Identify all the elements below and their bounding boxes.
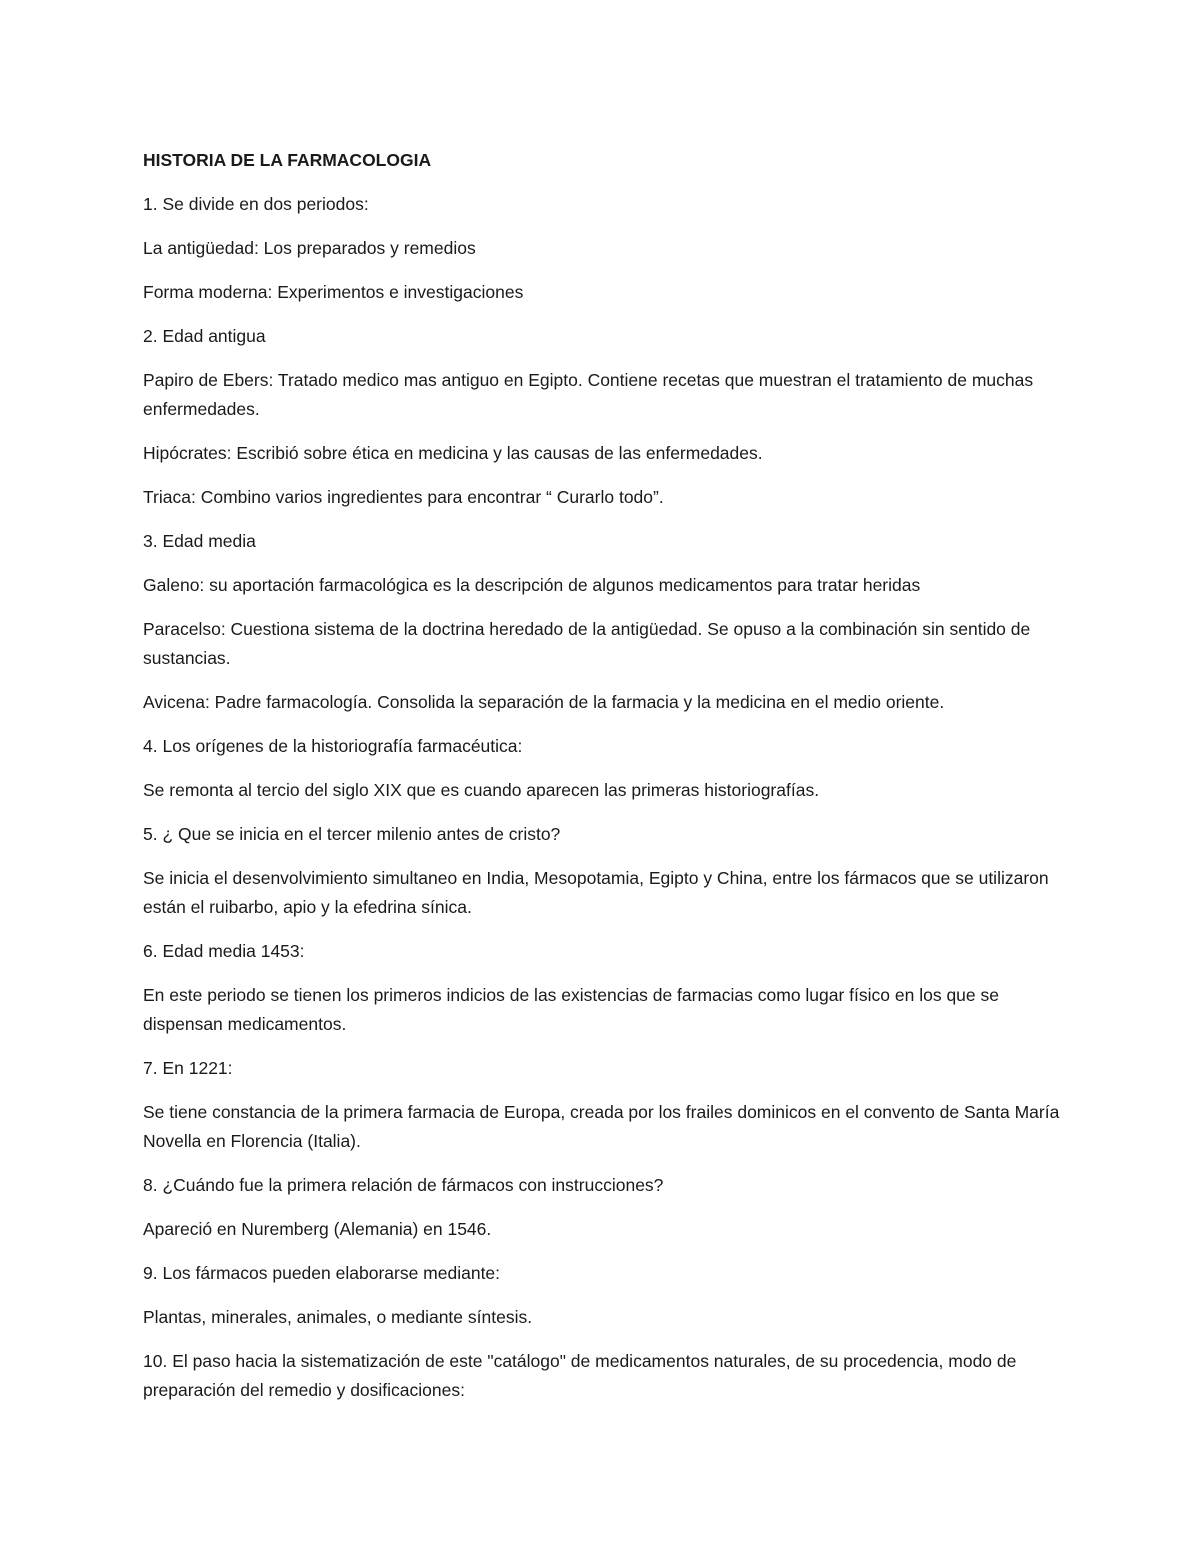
paragraph-4: 2. Edad antigua (143, 326, 266, 346)
paragraph-15: Se inicia el desenvolvimiento simultaneo en India, Mesopotamia, Egipto y China, entre los fármacos que se utilizaron están el ruibarbo, apio y la efedrina sínica. (143, 868, 1049, 917)
paragraph-10: Paracelso: Cuestiona sistema de la doctrina heredado de la antigüedad. Se opuso a la combinación sin sentido de sustancias. (143, 619, 1031, 668)
paragraph-18: 7. En 1221: (143, 1058, 233, 1078)
paragraph-22: 9. Los fármacos pueden elaborarse mediante: (143, 1263, 501, 1283)
paragraph-9: Galeno: su aportación farmacológica es la descripción de algunos medicamentos para tratar heridas (143, 575, 921, 595)
paragraph-1: 1. Se divide en dos periodos: (143, 194, 369, 214)
paragraph-12: 4. Los orígenes de la historiografía farmacéutica: (143, 736, 523, 756)
paragraph-17: En este periodo se tienen los primeros indicios de las existencias de farmacias como lugar físico en los que se dispensan medicamentos. (143, 985, 999, 1034)
paragraph-19: Se tiene constancia de la primera farmacia de Europa, creada por los frailes dominicos en el convento de Santa María Novella en Florencia (Italia). (143, 1102, 1060, 1151)
paragraph-20: 8. ¿Cuándo fue la primera relación de fármacos con instrucciones? (143, 1175, 664, 1195)
paragraph-3: Forma moderna: Experimentos e investigaciones (143, 282, 524, 302)
paragraph-16: 6. Edad media 1453: (143, 941, 305, 961)
paragraph-6: Hipócrates: Escribió sobre ética en medicina y las causas de las enfermedades. (143, 443, 763, 463)
document-content (143, 146, 1063, 1420)
paragraph-2: La antigüedad: Los preparados y remedios (143, 238, 476, 258)
paragraph-5: Papiro de Ebers: Tratado medico mas antiguo en Egipto. Contiene recetas que muestran el tratamiento de muchas enfermedades. (143, 370, 1034, 419)
document-title: HISTORIA DE LA FARMACOLOGIA (143, 150, 432, 170)
paragraph-11: Avicena: Padre farmacología. Consolida la separación de la farmacia y la medicina en el medio oriente. (143, 692, 945, 712)
paragraph-23: Plantas, minerales, animales, o mediante síntesis. (143, 1307, 533, 1327)
paragraph-7: Triaca: Combino varios ingredientes para encontrar “ Curarlo todo”. (143, 487, 664, 507)
paragraph-14: 5. ¿ Que se inicia en el tercer milenio antes de cristo? (143, 824, 561, 844)
paragraph-21: Apareció en Nuremberg (Alemania) en 1546. (143, 1219, 492, 1239)
paragraph-24: 10. El paso hacia la sistematización de este "catálogo" de medicamentos naturales, de su procedencia, modo de preparación del remedio y dosificaciones: (143, 1351, 1017, 1400)
paragraph-8: 3. Edad media (143, 531, 256, 551)
paragraph-13: Se remonta al tercio del siglo XIX que es cuando aparecen las primeras historiografías. (143, 780, 820, 800)
